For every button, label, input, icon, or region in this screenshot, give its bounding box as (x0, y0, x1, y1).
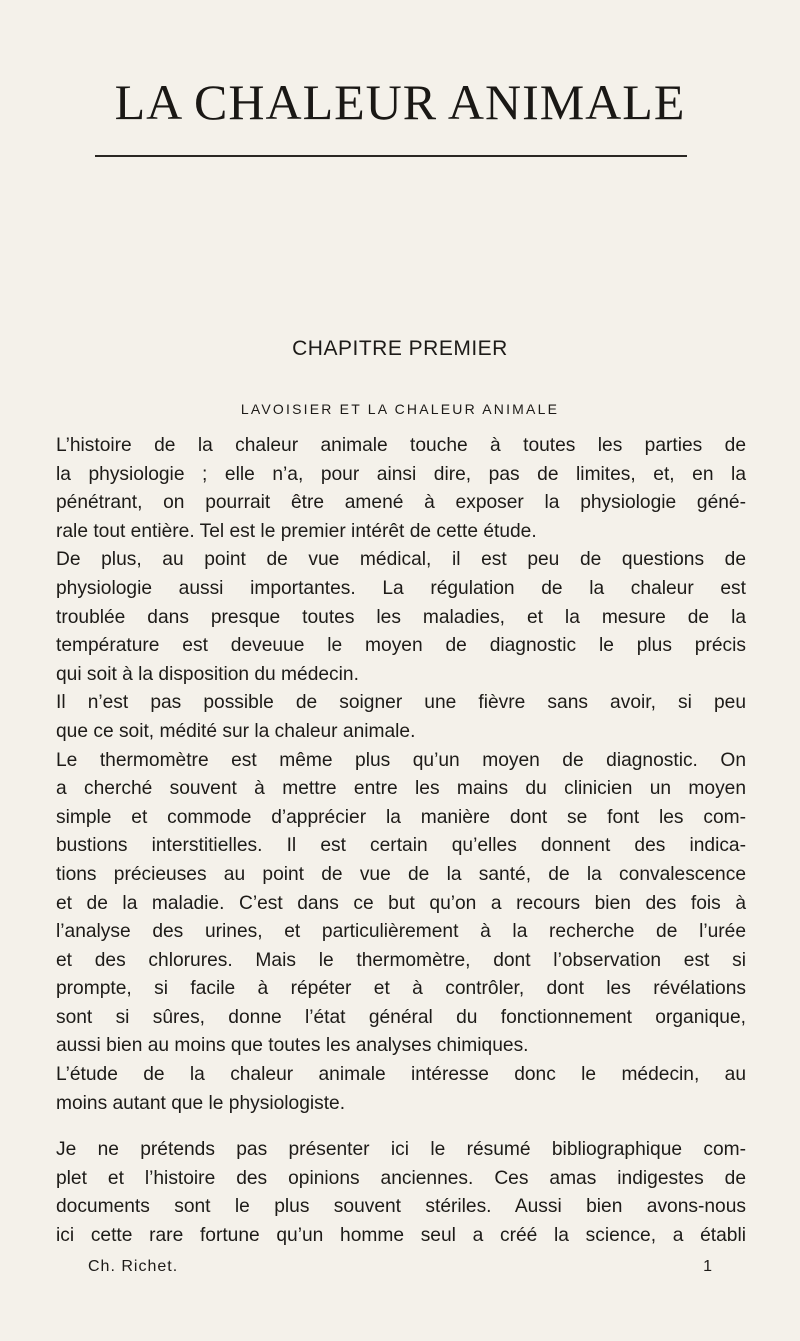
text-line: documents sont le plus souvent stériles. Aussi bien avons-nous (56, 1196, 746, 1218)
text-line: sont si sûres, donne l’état général du fonctionnement organique, (56, 1006, 746, 1028)
text-line: troublée dans presque toutes les maladies, et la mesure de la (56, 606, 746, 628)
chapter-heading: CHAPITRE PREMIER (292, 337, 508, 360)
paragraph (56, 1136, 746, 1250)
text-line: simple et commode d’apprécier la manière dont se font les com- (56, 806, 746, 828)
text-line: ici cette rare fortune qu’un homme seul a créé la science, a établi (56, 1225, 746, 1247)
paragraph (56, 747, 746, 1062)
text-line: et des chlorures. Mais le thermomètre, dont l’observation est si (56, 949, 746, 971)
text-line: que ce soit, médité sur la chaleur animale. (56, 720, 416, 742)
text-line: qui soit à la disposition du médecin. (56, 663, 359, 685)
footer-author: Ch. Richet. (88, 1258, 179, 1275)
text-line: L’histoire de la chaleur animale touche à toutes les parties de (56, 435, 746, 456)
paragraph (56, 1061, 746, 1118)
book-title: LA CHALEUR ANIMALE (114, 74, 686, 130)
paragraph (56, 689, 746, 746)
text-line: pénétrant, on pourrait être amené à exposer la physiologie géné- (56, 492, 746, 514)
text-line: tions précieuses au point de vue de la santé, de la convalescence (56, 863, 746, 885)
paragraph-gap (56, 1118, 746, 1136)
title-rule (95, 155, 687, 157)
text-line: physiologie aussi importantes. La régulation de la chaleur est (56, 577, 746, 599)
text-line: et de la maladie. C’est dans ce but qu’on a recours bien des fois à (56, 892, 746, 914)
text-line: aussi bien au moins que toutes les analyses chimiques. (56, 1035, 529, 1057)
text-line: Le thermomètre est même plus qu’un moyen de diagnostic. On (56, 749, 746, 771)
paragraph (56, 432, 746, 546)
text-line: plet et l’histoire des opinions anciennes. Ces amas indigestes de (56, 1167, 746, 1189)
text-line: Il n’est pas possible de soigner une fièvre sans avoir, si peu (56, 692, 746, 714)
paragraph (56, 546, 746, 689)
text-line: bustions interstitielles. Il est certain qu’elles donnent des indica- (56, 835, 746, 857)
text-line: Je ne prétends pas présenter ici le résumé bibliographique com- (56, 1139, 746, 1161)
chapter-subtitle: LAVOISIER ET LA CHALEUR ANIMALE (240, 401, 560, 417)
text-line: De plus, au point de vue médical, il est peu de questions de (56, 549, 746, 571)
text-line: rale tout entière. Tel est le premier intérêt de cette étude. (56, 520, 537, 542)
text-line: température est deveuue le moyen de diagnostic le plus précis (56, 635, 746, 657)
text-line: a cherché souvent à mettre entre les mains du clinicien un moyen (56, 778, 746, 800)
body-text (56, 432, 746, 1251)
text-line: moins autant que le physiologiste. (56, 1092, 346, 1114)
text-line: prompte, si facile à répéter et à contrôler, dont les révélations (56, 978, 746, 1000)
text-line: L’étude de la chaleur animale intéresse donc le médecin, au (56, 1064, 746, 1086)
page-number: 1 (703, 1258, 713, 1275)
text-line: l’analyse des urines, et particulièrement à la recherche de l’urée (56, 921, 746, 943)
text-line: la physiologie ; elle n’a, pour ainsi dire, pas de limites, et, en la (56, 463, 746, 485)
